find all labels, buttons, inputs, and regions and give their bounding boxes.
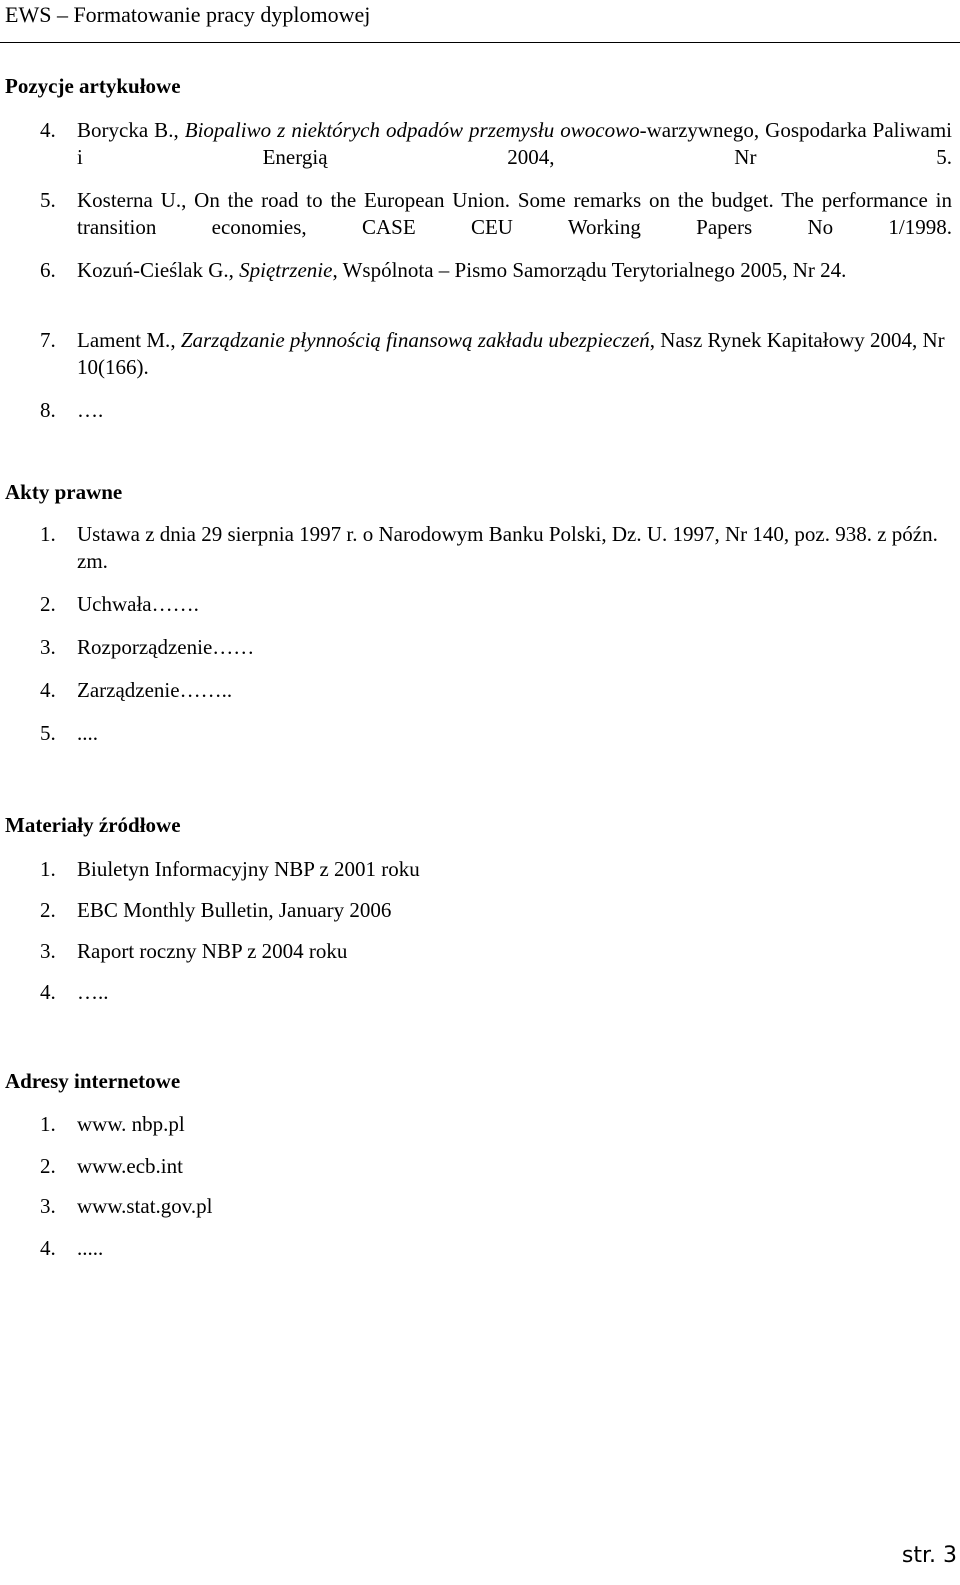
- list-item-text: www.ecb.int: [77, 1154, 183, 1178]
- list-item-text: ….: [77, 398, 104, 422]
- list-item-number: 3.: [40, 1194, 56, 1218]
- list-item-number: 4.: [40, 118, 56, 142]
- list-item-number: 4.: [40, 1236, 56, 1260]
- list-item-text: Lament M., Zarządzanie płynnością finansową zakładu ubezpieczeń, Nasz Rynek Kapitałowy 2004, Nr 10(166).: [77, 328, 945, 379]
- list-item: [40, 397, 952, 424]
- list-item-text: Kozuń-Cieślak G., Spiętrzenie, Wspólnota – Pismo Samorządu Terytorialnego 2005, Nr 24.: [77, 258, 847, 282]
- list-item-text: Uchwała…….: [77, 592, 199, 616]
- list-item-text: Rozporządzenie……: [77, 635, 255, 659]
- list-item: [40, 187, 952, 241]
- list-item-text: Zarządzenie……..: [77, 678, 233, 702]
- article-author: Borycka B.: [77, 118, 174, 142]
- article-details: , Nasz Rynek Kapitałowy 2004, Nr 10(166).: [77, 328, 945, 379]
- list-item: [40, 979, 952, 1006]
- list-item: [40, 117, 952, 171]
- list-item: [40, 1153, 952, 1180]
- list-item: [40, 1193, 952, 1220]
- list-item-text: Kosterna U., On the road to the European Union. Some remarks on the budget. The performance in transition economies, CASE CEU Working Papers No 1/1998.: [77, 188, 952, 239]
- article-author: Kozuń-Cieślak G.: [77, 258, 229, 282]
- list-item-text: Borycka B., Biopaliwo z niektórych odpadów przemysłu owocowo-warzywnego, Gospodarka Paliwami i Energią 2004, Nr 5.: [77, 118, 953, 169]
- article-title: Zarządzanie płynnością finansową zakładu ubezpieczeń: [180, 328, 650, 352]
- list-item-number: 2.: [40, 898, 56, 922]
- list-item-number: 1.: [40, 857, 56, 881]
- list-item-number: 5.: [40, 721, 56, 745]
- header-divider: [0, 42, 960, 43]
- list-item-number: 1.: [40, 522, 56, 546]
- article-title: Spiętrzenie: [239, 258, 333, 282]
- list-item-number: 3.: [40, 635, 56, 659]
- list-item-text: ....: [77, 721, 98, 745]
- list-item-number: 5.: [40, 188, 56, 212]
- section-heading-articles: Pozycje artykułowe: [5, 74, 181, 98]
- list-item-number: 4.: [40, 678, 56, 702]
- list-item-text: www. nbp.pl: [77, 1112, 185, 1136]
- list-item-text: Biuletyn Informacyjny NBP z 2001 roku: [77, 857, 420, 881]
- list-item-text: EBC Monthly Bulletin, January 2006: [77, 898, 392, 922]
- list-item-number: 1.: [40, 1112, 56, 1136]
- list-item-number: 2.: [40, 1154, 56, 1178]
- list-item: [40, 521, 952, 575]
- article-details: , Wspólnota – Pismo Samorządu Terytorialnego 2005, Nr 24.: [332, 258, 847, 282]
- list-item-number: 3.: [40, 939, 56, 963]
- list-item-number: 6.: [40, 258, 56, 282]
- list-item-number: 7.: [40, 328, 56, 352]
- section-heading-sources: Materiały źródłowe: [5, 813, 181, 837]
- list-item-number: 2.: [40, 592, 56, 616]
- list-item: [40, 856, 952, 883]
- list-item-text: www.stat.gov.pl: [77, 1194, 213, 1218]
- list-item: [40, 677, 952, 704]
- article-details: -warzywnego, Gospodarka Paliwami i Energią 2004, Nr 5.: [77, 118, 953, 169]
- list-item: [40, 938, 952, 965]
- page-number: str. 3: [901, 1543, 957, 1568]
- list-item: [40, 720, 952, 747]
- list-item: [40, 1235, 952, 1262]
- list-item-text: …..: [77, 980, 109, 1004]
- list-item: [40, 257, 952, 284]
- section-heading-internet: Adresy internetowe: [5, 1069, 181, 1093]
- list-item: [40, 591, 952, 618]
- list-item-number: 4.: [40, 980, 56, 1004]
- page-header-title: EWS – Formatowanie pracy dyplomowej: [5, 2, 371, 27]
- list-item: [40, 634, 952, 661]
- article-title: Biopaliwo z niektórych odpadów przemysłu owocowo: [184, 118, 640, 142]
- article-author: Lament M.: [77, 328, 171, 352]
- section-heading-legal: Akty prawne: [5, 480, 123, 504]
- list-item-text: .....: [77, 1236, 104, 1260]
- list-item-number: 8.: [40, 398, 56, 422]
- list-item: [40, 1111, 952, 1138]
- list-item-text: Ustawa z dnia 29 sierpnia 1997 r. o Narodowym Banku Polski, Dz. U. 1997, Nr 140, poz. 938. z późn. zm.: [77, 522, 938, 573]
- list-item-text: Raport roczny NBP z 2004 roku: [77, 939, 348, 963]
- list-item: [40, 327, 952, 381]
- list-item: [40, 897, 952, 924]
